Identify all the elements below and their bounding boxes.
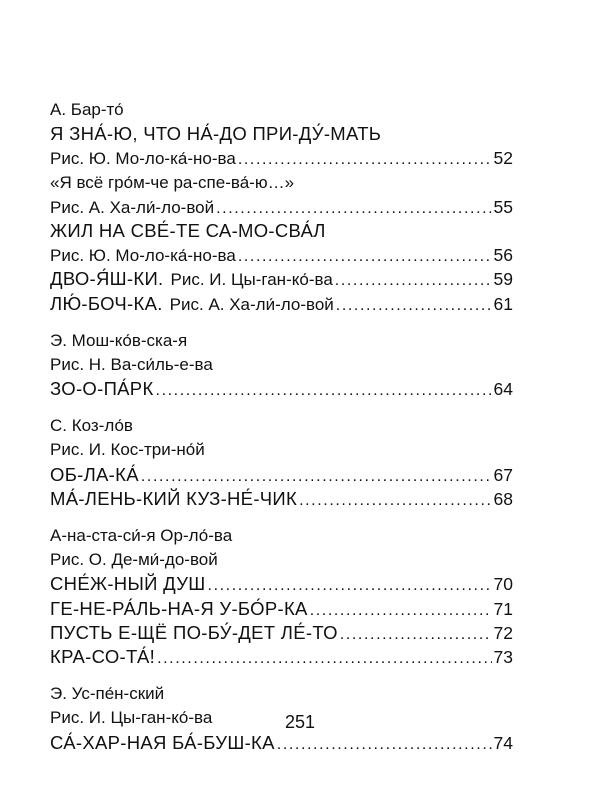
page-ref: 64 [493,379,513,400]
dot-leader [216,197,491,221]
page-ref: 71 [493,598,513,619]
author-name: С. Коз-ло́в [50,416,133,436]
dot-leader [238,148,492,172]
dot-leader [141,465,492,489]
dot-leader [238,245,492,269]
title-text: «Я всё гро́м-че ра-спе-ва́-ю…» [50,172,295,192]
dot-leader [277,733,492,757]
illustrator-text: Рис. Ю. Мо-ло-ка́-но-ва [50,149,236,169]
page-ref: 70 [493,574,513,595]
toc-entry [50,487,513,511]
dot-leader [340,623,492,647]
toc-section [50,524,513,669]
page-ref: 74 [493,732,513,753]
title-text: МА́-ЛЕНЬ-КИЙ КУЗ-НЕ́-ЧИК [50,487,298,509]
author-name: Э. Ус-пе́н-ский [50,684,165,704]
dot-leader [310,599,492,623]
title-text: СА́-ХАР-НАЯ БА́-БУШ-КА [50,731,275,753]
illustrator-credit [50,438,513,462]
dot-leader [335,269,492,293]
title-text: ГЕ-НЕ-РА́ЛЬ-НА-Я У-БО́Р-КА [50,597,308,619]
toc-entry [50,731,513,755]
page-ref: 56 [493,245,513,266]
illustrator-text: Рис. Ю. Мо-ло-ка́-но-ва [50,246,236,266]
illustrator-text: Рис. И. Кос-три-но́й [50,440,205,460]
page-ref: 61 [493,293,513,314]
page-ref: 68 [493,488,513,509]
poem-subtitle [50,171,513,195]
illustrator-text: Рис. И. Цы-ган-ко́-ва [170,270,333,290]
illustrator-credit [50,353,513,377]
toc-entry [50,645,513,669]
dot-leader [336,294,492,318]
toc-entry [50,597,513,621]
poem-title [50,122,513,146]
author-name: А-на-ста-си́-я Ор-ло́-ва [50,526,233,545]
dot-leader [156,379,492,403]
title-text: КРА-СО-ТА́! [50,645,156,667]
dot-leader [208,574,492,598]
page-ref: 73 [493,646,513,667]
title-text: ПУСТЬ Е-ЩЁ ПО-БУ́-ДЕТ ЛЕ́-ТО [50,621,338,643]
page-ref: 72 [493,622,513,643]
title-text: ОБ-ЛА-КА́ [50,463,139,485]
toc-entry [50,292,513,316]
dot-leader [157,647,491,671]
page-ref: 59 [493,269,513,290]
toc-entry [50,463,513,487]
illustrator-text: Рис. И. Цы-ган-ко́-ва [50,708,213,728]
title-text: Я ЗНА́-Ю, ЧТО НА́-ДО ПРИ-ДУ́-МАТЬ [50,123,382,145]
poem-title [50,219,513,243]
toc-entry [50,377,513,401]
author-name: Э. Мош-ко́в-ска-я [50,330,188,350]
title-text: ЗО-О-ПА́РК [50,378,154,400]
page-number: 251 [284,712,316,732]
title-text: ЛЮ́-БОЧ-КА. [50,292,163,314]
title-text: ДВО-Я́Ш-КИ. [50,268,164,290]
title-text: ЖИЛ НА СВЕ́-ТЕ СА-МО-СВА́Л [50,219,326,241]
title-text: СНЕ́Ж-НЫЙ ДУШ [50,573,206,595]
illustrator-text: Рис. А. Ха-ли́-ло-вой [169,294,334,314]
illustrator-text: Рис. Н. Ва-си́ль-е-ва [50,354,213,374]
toc-section [50,329,513,402]
page-ref: 67 [493,464,513,485]
toc-section [50,414,513,511]
illustrator-entry [50,195,513,219]
illustrator-entry [50,146,513,170]
illustrator-text: Рис. О. Де-ми́-до-вой [50,550,218,570]
table-of-contents [50,98,513,755]
page-ref: 52 [493,148,513,169]
toc-entry [50,572,513,596]
toc-entry [50,621,513,645]
illustrator-credit [50,548,513,572]
toc-entry [50,267,513,291]
illustrator-text: Рис. А. Ха-ли́-ло-вой [50,197,215,217]
dot-leader [299,489,491,513]
toc-section [50,98,513,316]
illustrator-entry [50,243,513,267]
author-name: А. Бар-то́ [50,100,124,119]
page-ref: 55 [493,196,513,217]
